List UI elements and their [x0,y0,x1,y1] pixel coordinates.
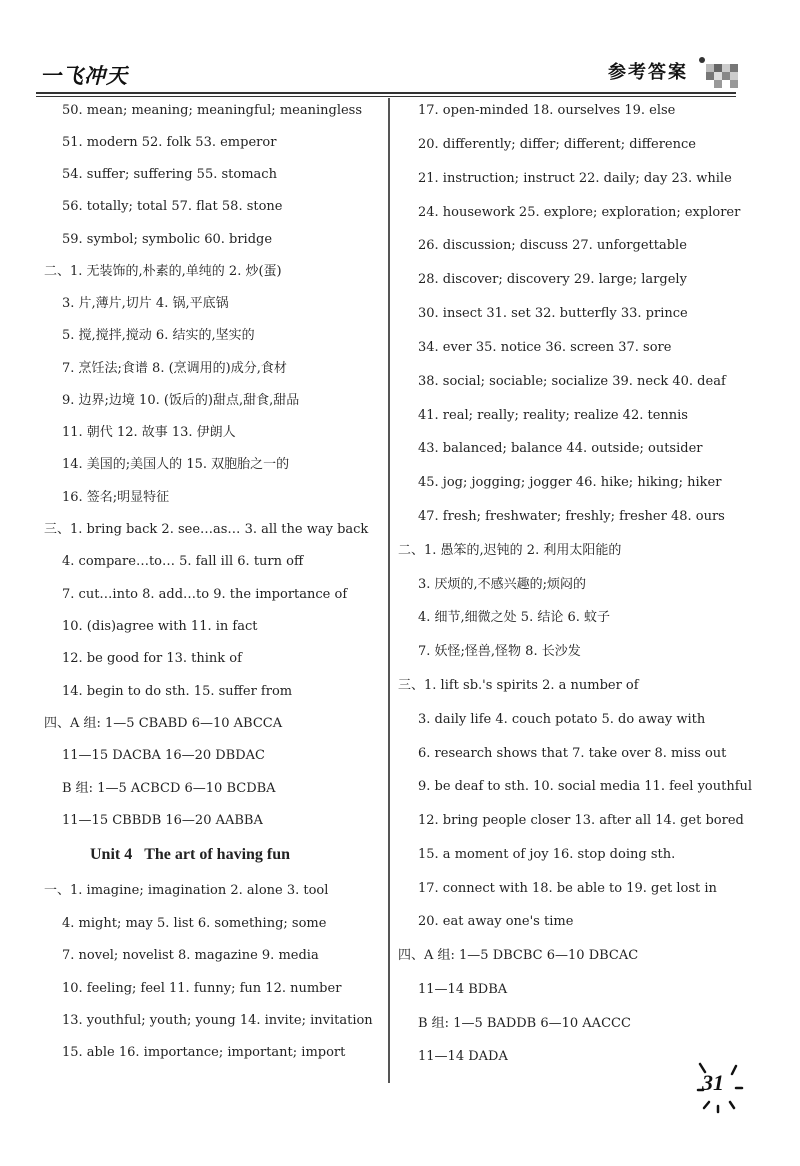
answer-line: 7. novel; novelist 8. magazine 9. media [62,948,319,963]
answer-line: 14. 美国的;美国人的 15. 双胞胎之一的 [62,457,290,472]
answer-line: 11. 朝代 12. 故事 13. 伊朗人 [62,425,236,440]
answer-line: 34. ever 35. notice 36. screen 37. sore [418,340,672,355]
answer-line: 6. research shows that 7. take over 8. miss out [418,746,727,761]
column-divider [388,98,390,1083]
section-1-line: 一、1. imagine; imagination 2. alone 3. tool [44,883,329,898]
answer-line: 10. (dis)agree with 11. in fact [62,619,258,634]
answer-line: B 组: 1—5 BADDB 6—10 AACCC [418,1016,631,1031]
answer-line: 5. 搅,搅拌,搅动 6. 结实的,坚实的 [62,328,255,343]
page-number: 31 [702,1070,724,1095]
header-title: 参考答案 [608,62,688,83]
answer-line: 54. suffer; suffering 55. stomach [62,167,277,182]
answer-line: 4. might; may 5. list 6. something; some [62,916,327,931]
answer-line: 11—14 DADA [418,1049,508,1064]
answer-line: 45. jog; jogging; jogger 46. hike; hiking; hiker [418,475,722,490]
answer-line: 16. 签名;明显特征 [62,490,170,505]
answer-line: 12. be good for 13. think of [62,651,242,666]
answer-line: 7. 烹饪法;食谱 8. (烹调用的)成分,食材 [62,361,287,376]
answer-line: 13. youthful; youth; young 14. invite; invitation [62,1013,373,1028]
answer-line: 9. be deaf to sth. 10. social media 11. feel youthful [418,779,753,794]
answer-line: 56. totally; total 57. flat 58. stone [62,199,283,214]
answer-line: 41. real; really; reality; realize 42. tennis [418,408,688,423]
answer-line: 15. able 16. importance; important; import [62,1045,346,1060]
answer-line: 14. begin to do sth. 15. suffer from [62,684,293,699]
unit-heading [90,846,290,864]
answer-line: 51. modern 52. folk 53. emperor [62,135,277,150]
section-3-line: 三、1. bring back 2. see…as… 3. all the way back [44,522,369,537]
answer-line: B 组: 1—5 ACBCD 6—10 BCDBA [62,781,276,796]
header-rule [36,92,736,94]
section-3-line: 三、1. lift sb.'s spirits 2. a number of [398,678,639,693]
answer-line: 7. 妖怪;怪兽,怪物 8. 长沙发 [418,644,581,659]
answer-line: 26. discussion; discuss 27. unforgettable [418,238,687,253]
answer-line: 9. 边界;边境 10. (饭后的)甜点,甜食,甜品 [62,393,300,408]
answer-line: 47. fresh; freshwater; freshly; fresher 48. ours [418,509,725,524]
answer-line: 17. connect with 18. be able to 19. get lost in [418,881,717,896]
page-number-badge [692,1060,748,1116]
brand-logo: 一飞冲天 [40,63,128,88]
answer-line: 24. housework 25. explore; exploration; explorer [418,205,741,220]
section-4-line: 四、A 组: 1—5 DBCBC 6—10 DBCAC [398,948,639,963]
section-2-line: 二、1. 愚笨的,迟钝的 2. 利用太阳能的 [398,543,622,558]
answer-line: 4. compare…to… 5. fall ill 6. turn off [62,554,304,569]
answer-line: 17. open-minded 18. ourselves 19. else [418,103,676,118]
answer-line: 3. daily life 4. couch potato 5. do away with [418,712,706,727]
answer-line: 38. social; sociable; socialize 39. neck 40. deaf [418,374,726,389]
answer-line: 43. balanced; balance 44. outside; outsider [418,441,703,456]
unit-label: Unit 4 [90,846,133,863]
answer-line: 20. differently; differ; different; difference [418,137,696,152]
answer-line: 28. discover; discovery 29. large; largely [418,272,687,287]
answer-line: 30. insect 31. set 32. butterfly 33. prince [418,306,688,321]
answer-line: 21. instruction; instruct 22. daily; day 23. while [418,171,732,186]
answer-line: 7. cut…into 8. add…to 9. the importance of [62,587,348,602]
header-rule-thin [36,96,736,97]
answer-line: 11—14 BDBA [418,982,508,997]
unit-title: The art of having fun [144,846,291,863]
answer-line: 4. 细节,细微之处 5. 结论 6. 蚊子 [418,610,611,625]
answer-line: 3. 片,薄片,切片 4. 锅,平底锅 [62,296,229,311]
answer-line: 11—15 CBBDB 16—20 AABBA [62,813,263,828]
section-2-line: 二、1. 无装饰的,朴素的,单纯的 2. 炒(蛋) [44,264,282,279]
answer-line: 50. mean; meaning; meaningful; meaningless [62,103,363,118]
answer-line: 3. 厌烦的,不感兴趣的;烦闷的 [418,577,587,592]
answer-line: 15. a moment of joy 16. stop doing sth. [418,847,676,862]
checker-decoration-icon [696,56,740,90]
answer-line: 11—15 DACBA 16—20 DBDAC [62,748,265,763]
answer-line: 10. feeling; feel 11. funny; fun 12. number [62,981,342,996]
section-4-line: 四、A 组: 1—5 CBABD 6—10 ABCCA [44,716,283,731]
page-header [36,52,746,98]
answer-line: 12. bring people closer 13. after all 14. get bored [418,813,744,828]
answer-line: 59. symbol; symbolic 60. bridge [62,232,273,247]
answer-line: 20. eat away one's time [418,914,574,929]
